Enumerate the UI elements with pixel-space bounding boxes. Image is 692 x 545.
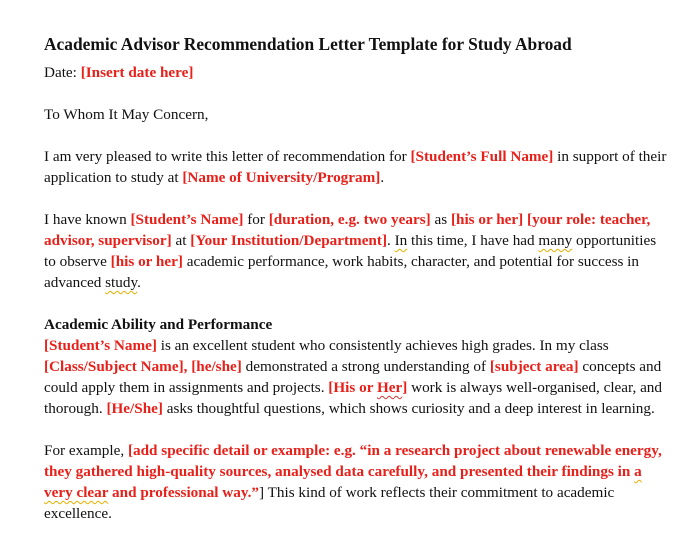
grammar-flag-word[interactable]: many (538, 232, 573, 249)
placeholder-student-full-name: [Student’s Full Name] (410, 148, 554, 165)
paragraph-academic-ability (44, 314, 670, 419)
grammar-flag-word[interactable]: study (105, 274, 138, 291)
grammar-flag-word[interactable]: In (394, 232, 408, 249)
placeholder-he-she: [He/She] (106, 400, 163, 417)
salutation: To Whom It May Concern, (44, 106, 209, 123)
text-run: concepts and could apply them in assignments and projects. (44, 358, 662, 396)
text-run: I am very pleased to write this letter of recommendation for (44, 148, 411, 165)
text-run: . (137, 274, 141, 291)
text-run: this time, I have had (407, 232, 539, 249)
text-run: for (243, 211, 269, 228)
placeholder-duration: [duration, e.g. two years] (268, 211, 431, 228)
text-run: as (430, 211, 451, 228)
grammar-flag-phrase[interactable]: a very clear (44, 463, 642, 501)
document-title: Academic Advisor Recommendation Letter Template for Study Abroad (44, 34, 572, 54)
placeholder-student-name: [Student’s Name] (130, 211, 244, 228)
text-run: at (171, 232, 191, 249)
text-run: [add specific detail or example: e.g. “in a research project about renewable energy, they gathered high-quality sources, analysed data carefully, and presented their findings in (44, 442, 662, 480)
text-run: . (387, 232, 395, 249)
date-line (44, 62, 670, 83)
date-label: Date: (44, 64, 81, 81)
placeholder-pronoun: [his or her] (450, 211, 524, 228)
placeholder-subject-area: [subject area] (489, 358, 579, 375)
placeholder-student-name: [Student’s Name] (44, 337, 157, 354)
text-run: I have known (44, 211, 131, 228)
text-run: ] This kind of work reflects their commitment to academic excellence. (44, 484, 615, 522)
text-run: and professional way.” (108, 484, 260, 501)
placeholder-pronoun: [his or her] (110, 253, 183, 270)
text-run: in support of their application to study at (44, 148, 667, 186)
placeholder-role: [your role: teacher, advisor, supervisor] (44, 211, 651, 249)
placeholder-institution: [Your Institution/Department] (190, 232, 387, 249)
text-run: asks thoughtful questions, which shows curiosity and a deep interest in learning. (162, 400, 655, 417)
text-run: demonstrated a strong understanding of (241, 358, 490, 375)
text-run: opportunities to observe (44, 232, 657, 270)
paragraph-intro (44, 146, 670, 188)
date-placeholder: [Insert date here] (80, 64, 194, 81)
placeholder-class-subject: [Class/Subject Name], [he/she] (44, 358, 242, 375)
text-run: work is always well-organised, clear, and thorough. (44, 379, 662, 417)
text-run: . (380, 169, 385, 186)
text-run: academic performance, work habits, character, and potential for success in advanced (44, 253, 639, 291)
text-run: [His or (328, 379, 377, 396)
placeholder-pronoun-cap (328, 379, 407, 396)
text-run: For example, (44, 442, 128, 459)
spelling-flag-word[interactable]: Her (376, 379, 403, 396)
text-run: ] (402, 379, 408, 396)
paragraph-relationship (44, 209, 670, 293)
section-heading: Academic Ability and Performance (44, 316, 273, 333)
paragraph-example (44, 440, 670, 524)
text-run: is an excellent student who consistently achieves high grades. In my class (156, 337, 609, 354)
placeholder-university-program: [Name of University/Program] (182, 169, 381, 186)
